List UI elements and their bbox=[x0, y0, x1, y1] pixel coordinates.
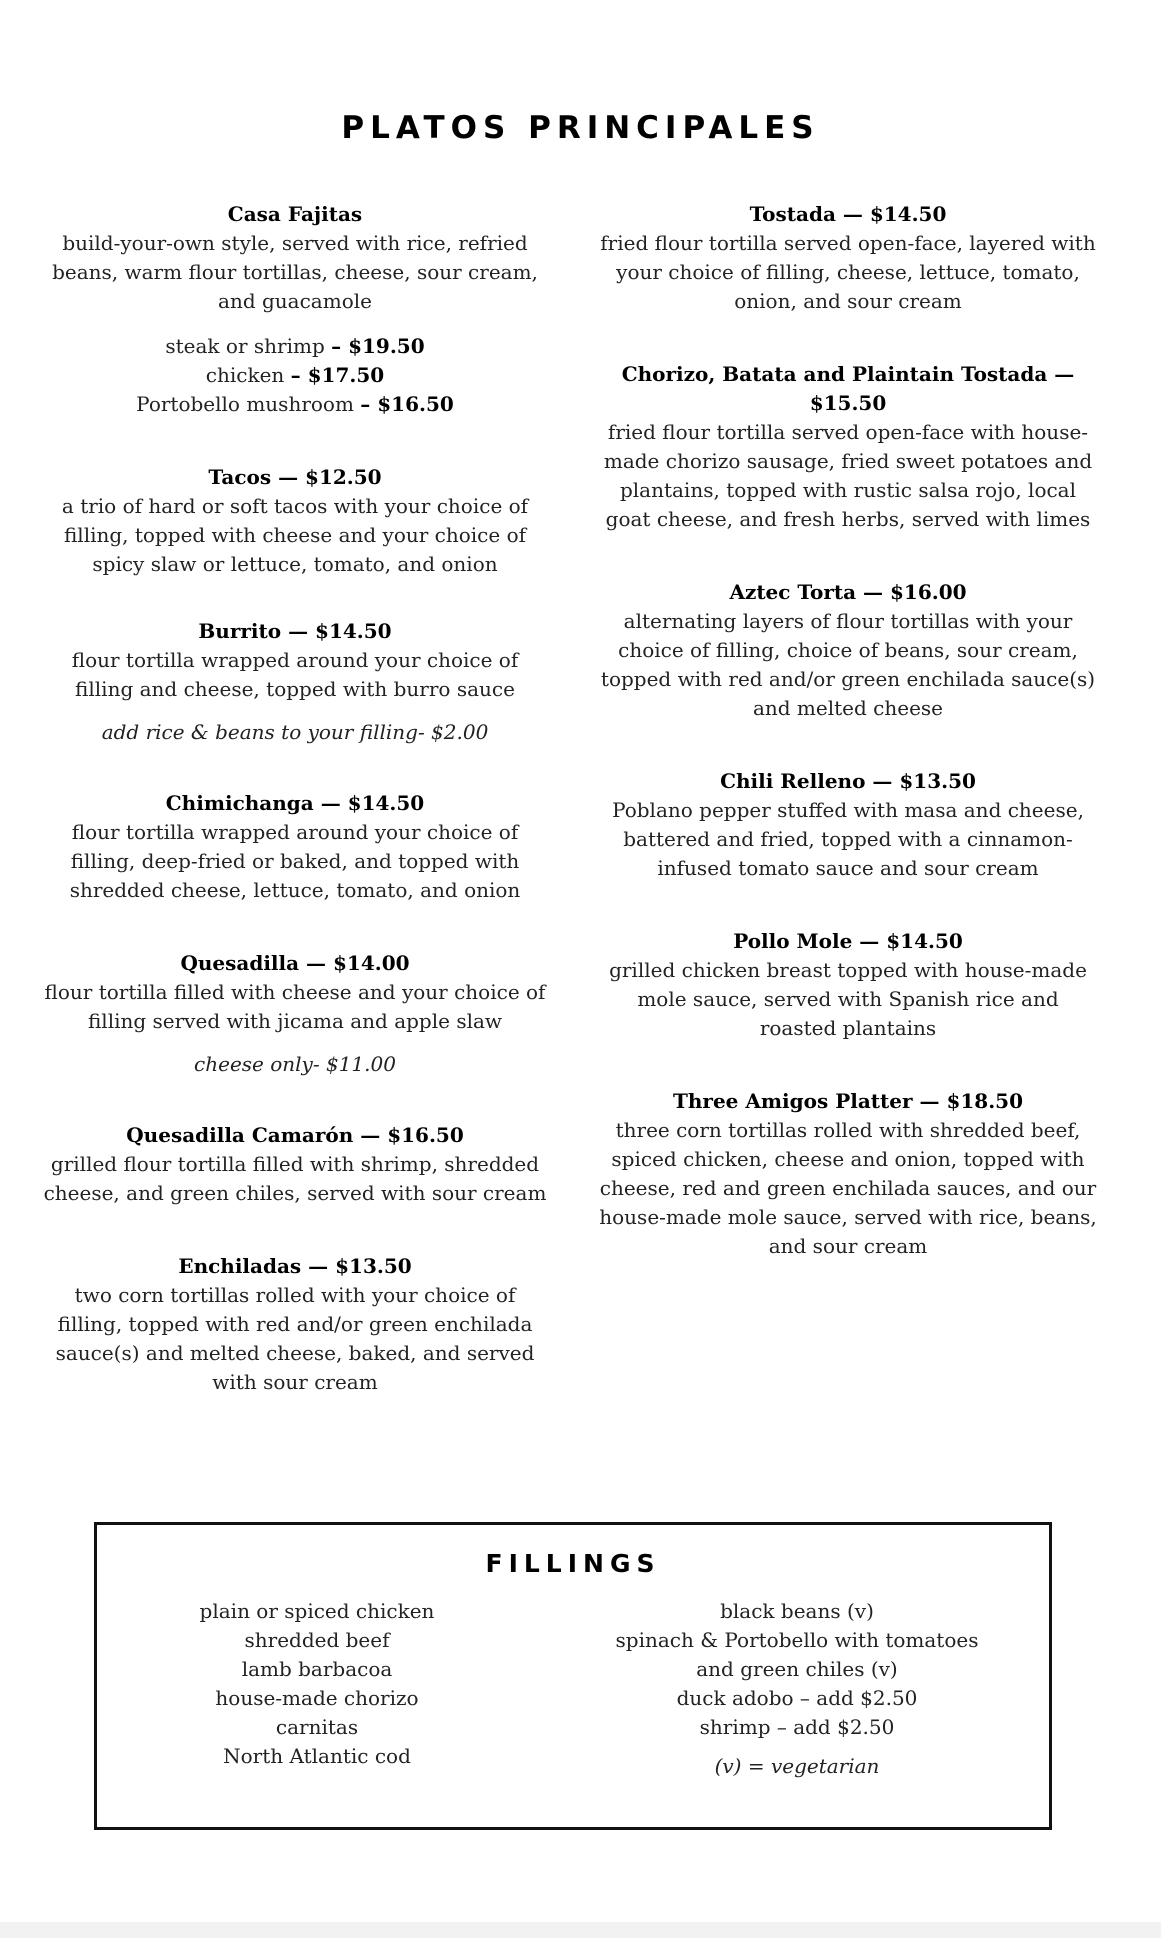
option-label: chicken bbox=[205, 363, 285, 387]
item-name: Chorizo, Batata and Plaintain Tostada — $15.50 bbox=[621, 362, 1075, 415]
item-description: three corn tortillas rolled with shredded beef, spiced chicken, cheese and onion, topped with cheese, red and green enchilada sauces, and our house-made mole sauce, served with rice, beans, and sour cream bbox=[599, 1118, 1097, 1258]
menu-item-pollo-mole bbox=[588, 927, 1108, 1043]
item-description: grilled chicken breast topped with house-made mole sauce, served with Spanish rice and roasted plantains bbox=[609, 958, 1087, 1040]
menu-item-chorizo-tostada bbox=[588, 360, 1108, 534]
menu-item-tostada bbox=[588, 200, 1108, 316]
filling-item: carnitas bbox=[275, 1715, 359, 1739]
item-name: Casa Fajitas bbox=[227, 202, 363, 226]
item-description: flour tortilla wrapped around your choice of filling, deep-fried or baked, and topped with shredded cheese, lettuce, tomato, and onion bbox=[69, 820, 521, 902]
item-name: Tacos — $12.50 bbox=[208, 465, 382, 489]
item-description: Poblano pepper stuffed with masa and cheese, battered and fried, topped with a cinnamon-infused tomato sauce and sour cream bbox=[612, 798, 1084, 880]
vegetarian-note: (v) = vegetarian bbox=[714, 1754, 880, 1778]
filling-item: spinach & Portobello with tomatoes bbox=[615, 1628, 979, 1652]
page-bottom-band bbox=[0, 1922, 1161, 1938]
item-name: Burrito — $14.50 bbox=[198, 619, 392, 643]
menu-item-quesadilla-camaron bbox=[35, 1121, 555, 1208]
right-column bbox=[588, 200, 1108, 1261]
item-description: fried flour tortilla served open-face, layered with your choice of filling, cheese, lettuce, tomato, onion, and sour cream bbox=[600, 231, 1096, 313]
filling-item: plain or spiced chicken bbox=[199, 1599, 435, 1623]
item-name: Chimichanga — $14.50 bbox=[165, 791, 425, 815]
fajita-price-options bbox=[35, 332, 555, 419]
option-price: – $16.50 bbox=[360, 392, 454, 416]
menu-item-quesadilla bbox=[35, 949, 555, 1079]
price-option bbox=[35, 332, 555, 361]
item-name: Pollo Mole — $14.50 bbox=[733, 929, 963, 953]
filling-item: house-made chorizo bbox=[215, 1686, 419, 1710]
item-name: Chili Relleno — $13.50 bbox=[720, 769, 976, 793]
item-description: alternating layers of flour tortillas with your choice of filling, choice of beans, sour cream, topped with red and/or green enchilada sauce(s) and melted cheese bbox=[600, 609, 1096, 720]
fillings-title: FILLINGS bbox=[485, 1549, 661, 1578]
menu-item-tacos bbox=[35, 463, 555, 579]
left-column bbox=[35, 200, 555, 1397]
fillings-box bbox=[94, 1522, 1052, 1830]
item-description: flour tortilla filled with cheese and your choice of filling served with jicama and apple slaw bbox=[44, 980, 546, 1033]
filling-item: shrimp – add $2.50 bbox=[699, 1715, 895, 1739]
item-description: flour tortilla wrapped around your choice of filling and cheese, topped with burro sauce bbox=[71, 648, 519, 701]
item-description: grilled flour tortilla filled with shrimp, shredded cheese, and green chiles, served with sour cream bbox=[43, 1152, 547, 1205]
filling-item: and green chiles (v) bbox=[696, 1657, 898, 1681]
menu-item-aztec-torta bbox=[588, 578, 1108, 723]
price-option bbox=[35, 390, 555, 419]
option-price: – $19.50 bbox=[331, 334, 425, 358]
option-label: steak or shrimp bbox=[165, 334, 325, 358]
option-price: – $17.50 bbox=[290, 363, 385, 387]
filling-item: duck adobo – add $2.50 bbox=[676, 1686, 918, 1710]
item-name: Enchiladas — $13.50 bbox=[178, 1254, 412, 1278]
item-name: Three Amigos Platter — $18.50 bbox=[673, 1089, 1023, 1113]
item-description: fried flour tortilla served open-face with house-made chorizo sausage, fried sweet potatoes and plantains, topped with rustic salsa rojo, local goat cheese, and fresh herbs, served with limes bbox=[603, 420, 1093, 531]
menu-item-enchiladas bbox=[35, 1252, 555, 1397]
menu-item-chili-relleno bbox=[588, 767, 1108, 883]
item-note: cheese only- $11.00 bbox=[194, 1052, 396, 1076]
item-name: Quesadilla Camarón — $16.50 bbox=[126, 1123, 464, 1147]
item-name: Quesadilla — $14.00 bbox=[180, 951, 410, 975]
menu-item-three-amigos bbox=[588, 1087, 1108, 1261]
item-name: Tostada — $14.50 bbox=[749, 202, 947, 226]
item-description: two corn tortillas rolled with your choice of filling, topped with red and/or green enchilada sauce(s) and melted cheese, baked, and served with sour cream bbox=[55, 1283, 535, 1394]
filling-item: lamb barbacoa bbox=[241, 1657, 393, 1681]
item-name: Aztec Torta — $16.00 bbox=[729, 580, 967, 604]
menu-item-chimichanga bbox=[35, 789, 555, 905]
option-label: Portobello mushroom bbox=[136, 392, 354, 416]
filling-item: black beans (v) bbox=[720, 1599, 874, 1623]
menu-item-burrito bbox=[35, 617, 555, 747]
filling-item: shredded beef bbox=[244, 1628, 390, 1652]
fillings-left-list bbox=[117, 1597, 517, 1771]
price-option bbox=[35, 361, 555, 390]
item-description: build-your-own style, served with rice, refried beans, warm flour tortillas, cheese, sour cream, and guacamole bbox=[52, 231, 538, 313]
page-title: PLATOS PRINCIPALES bbox=[341, 110, 820, 146]
item-description: a trio of hard or soft tacos with your choice of filling, topped with cheese and your choice of spicy slaw or lettuce, tomato, and onion bbox=[61, 494, 529, 576]
item-note: add rice & beans to your filling- $2.00 bbox=[101, 720, 489, 744]
filling-item: North Atlantic cod bbox=[223, 1744, 411, 1768]
menu-item-casa-fajitas bbox=[35, 200, 555, 419]
fillings-right-list bbox=[577, 1597, 1017, 1781]
